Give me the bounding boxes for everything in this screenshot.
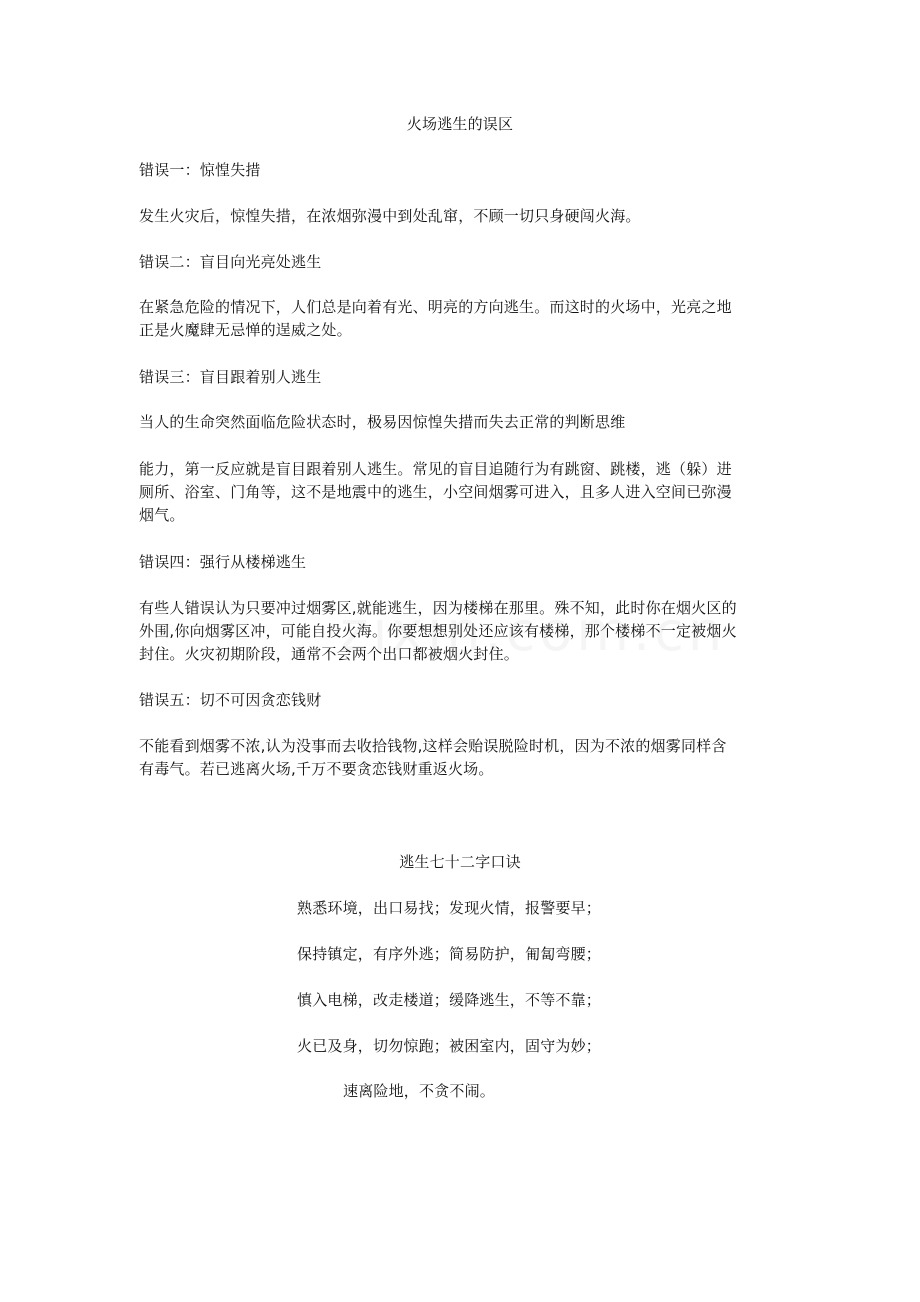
heading-mistake-3: 错误三：盲目跟着别人逃生	[139, 368, 322, 386]
rhyme-title: 逃生七十二字口诀	[399, 853, 521, 871]
paragraph-mistake-4-line-1: 有些人错误认为只要冲过烟雾区,就能逃生，因为楼梯在那里。殊不知，此时你在烟火区的	[139, 599, 737, 617]
page-title: 火场逃生的误区	[406, 115, 514, 133]
paragraph-mistake-2-line-2: 正是火魔肆无忌惮的逞威之处。	[139, 321, 352, 339]
rhyme-line-5: 速离险地，不贪不闹。	[343, 1082, 496, 1100]
heading-mistake-1: 错误一：惊惶失措	[139, 161, 261, 179]
heading-mistake-5: 错误五：切不可因贪恋钱财	[139, 691, 322, 709]
rhyme-line-1: 熟悉环境，出口易找；发现火情，报警要早；	[297, 899, 602, 917]
rhyme-line-2: 保持镇定，有序外逃；简易防护，匍匐弯腰；	[297, 945, 602, 963]
paragraph-mistake-3-cont-line-3: 烟气。	[139, 506, 185, 524]
rhyme-line-3: 慎入电梯，改走楼道；缓降逃生，不等不靠；	[297, 991, 602, 1009]
rhyme-line-4: 火已及身，切勿惊跑；被困室内，固守为妙；	[297, 1037, 602, 1055]
heading-mistake-2: 错误二：盲目向光亮处逃生	[139, 253, 322, 271]
paragraph-mistake-3-cont-line-2: 厕所、浴室、门角等，这不是地震中的逃生，小空间烟雾可进入，且多人进入空间已弥漫	[139, 483, 732, 501]
paragraph-mistake-2-line-1: 在紧急危险的情况下，人们总是向着有光、明亮的方向逃生。而这时的火场中，光亮之地	[139, 298, 732, 316]
paragraph-mistake-4-line-2: 外围,你向烟雾区冲，可能自投火海。你要想想别处还应该有楼梯，那个楼梯不一定被烟火	[139, 622, 737, 640]
paragraph-mistake-5-line-1: 不能看到烟雾不浓,认为没事而去收拾钱物,这样会贻误脱险时机，因为不浓的烟雾同样含	[139, 737, 727, 755]
paragraph-mistake-1: 发生火灾后，惊惶失措，在浓烟弥漫中到处乱窜，不顾一切只身硬闯火海。	[139, 207, 641, 225]
paragraph-mistake-3-cont-line-1: 能力，第一反应就是盲目跟着别人逃生。常见的盲目追随行为有跳窗、跳楼，逃（躲）进	[139, 460, 732, 478]
paragraph-mistake-5-line-2: 有毒气。若已逃离火场,千万不要贪恋钱财重返火场。	[139, 760, 494, 778]
paragraph-mistake-3: 当人的生命突然面临危险状态时，极易因惊惶失措而失去正常的判断思维	[139, 413, 626, 431]
paragraph-mistake-4-line-3: 封住。火灾初期阶段，通常不会两个出口都被烟火封住。	[139, 645, 520, 663]
heading-mistake-4: 错误四：强行从楼梯逃生	[139, 553, 307, 571]
